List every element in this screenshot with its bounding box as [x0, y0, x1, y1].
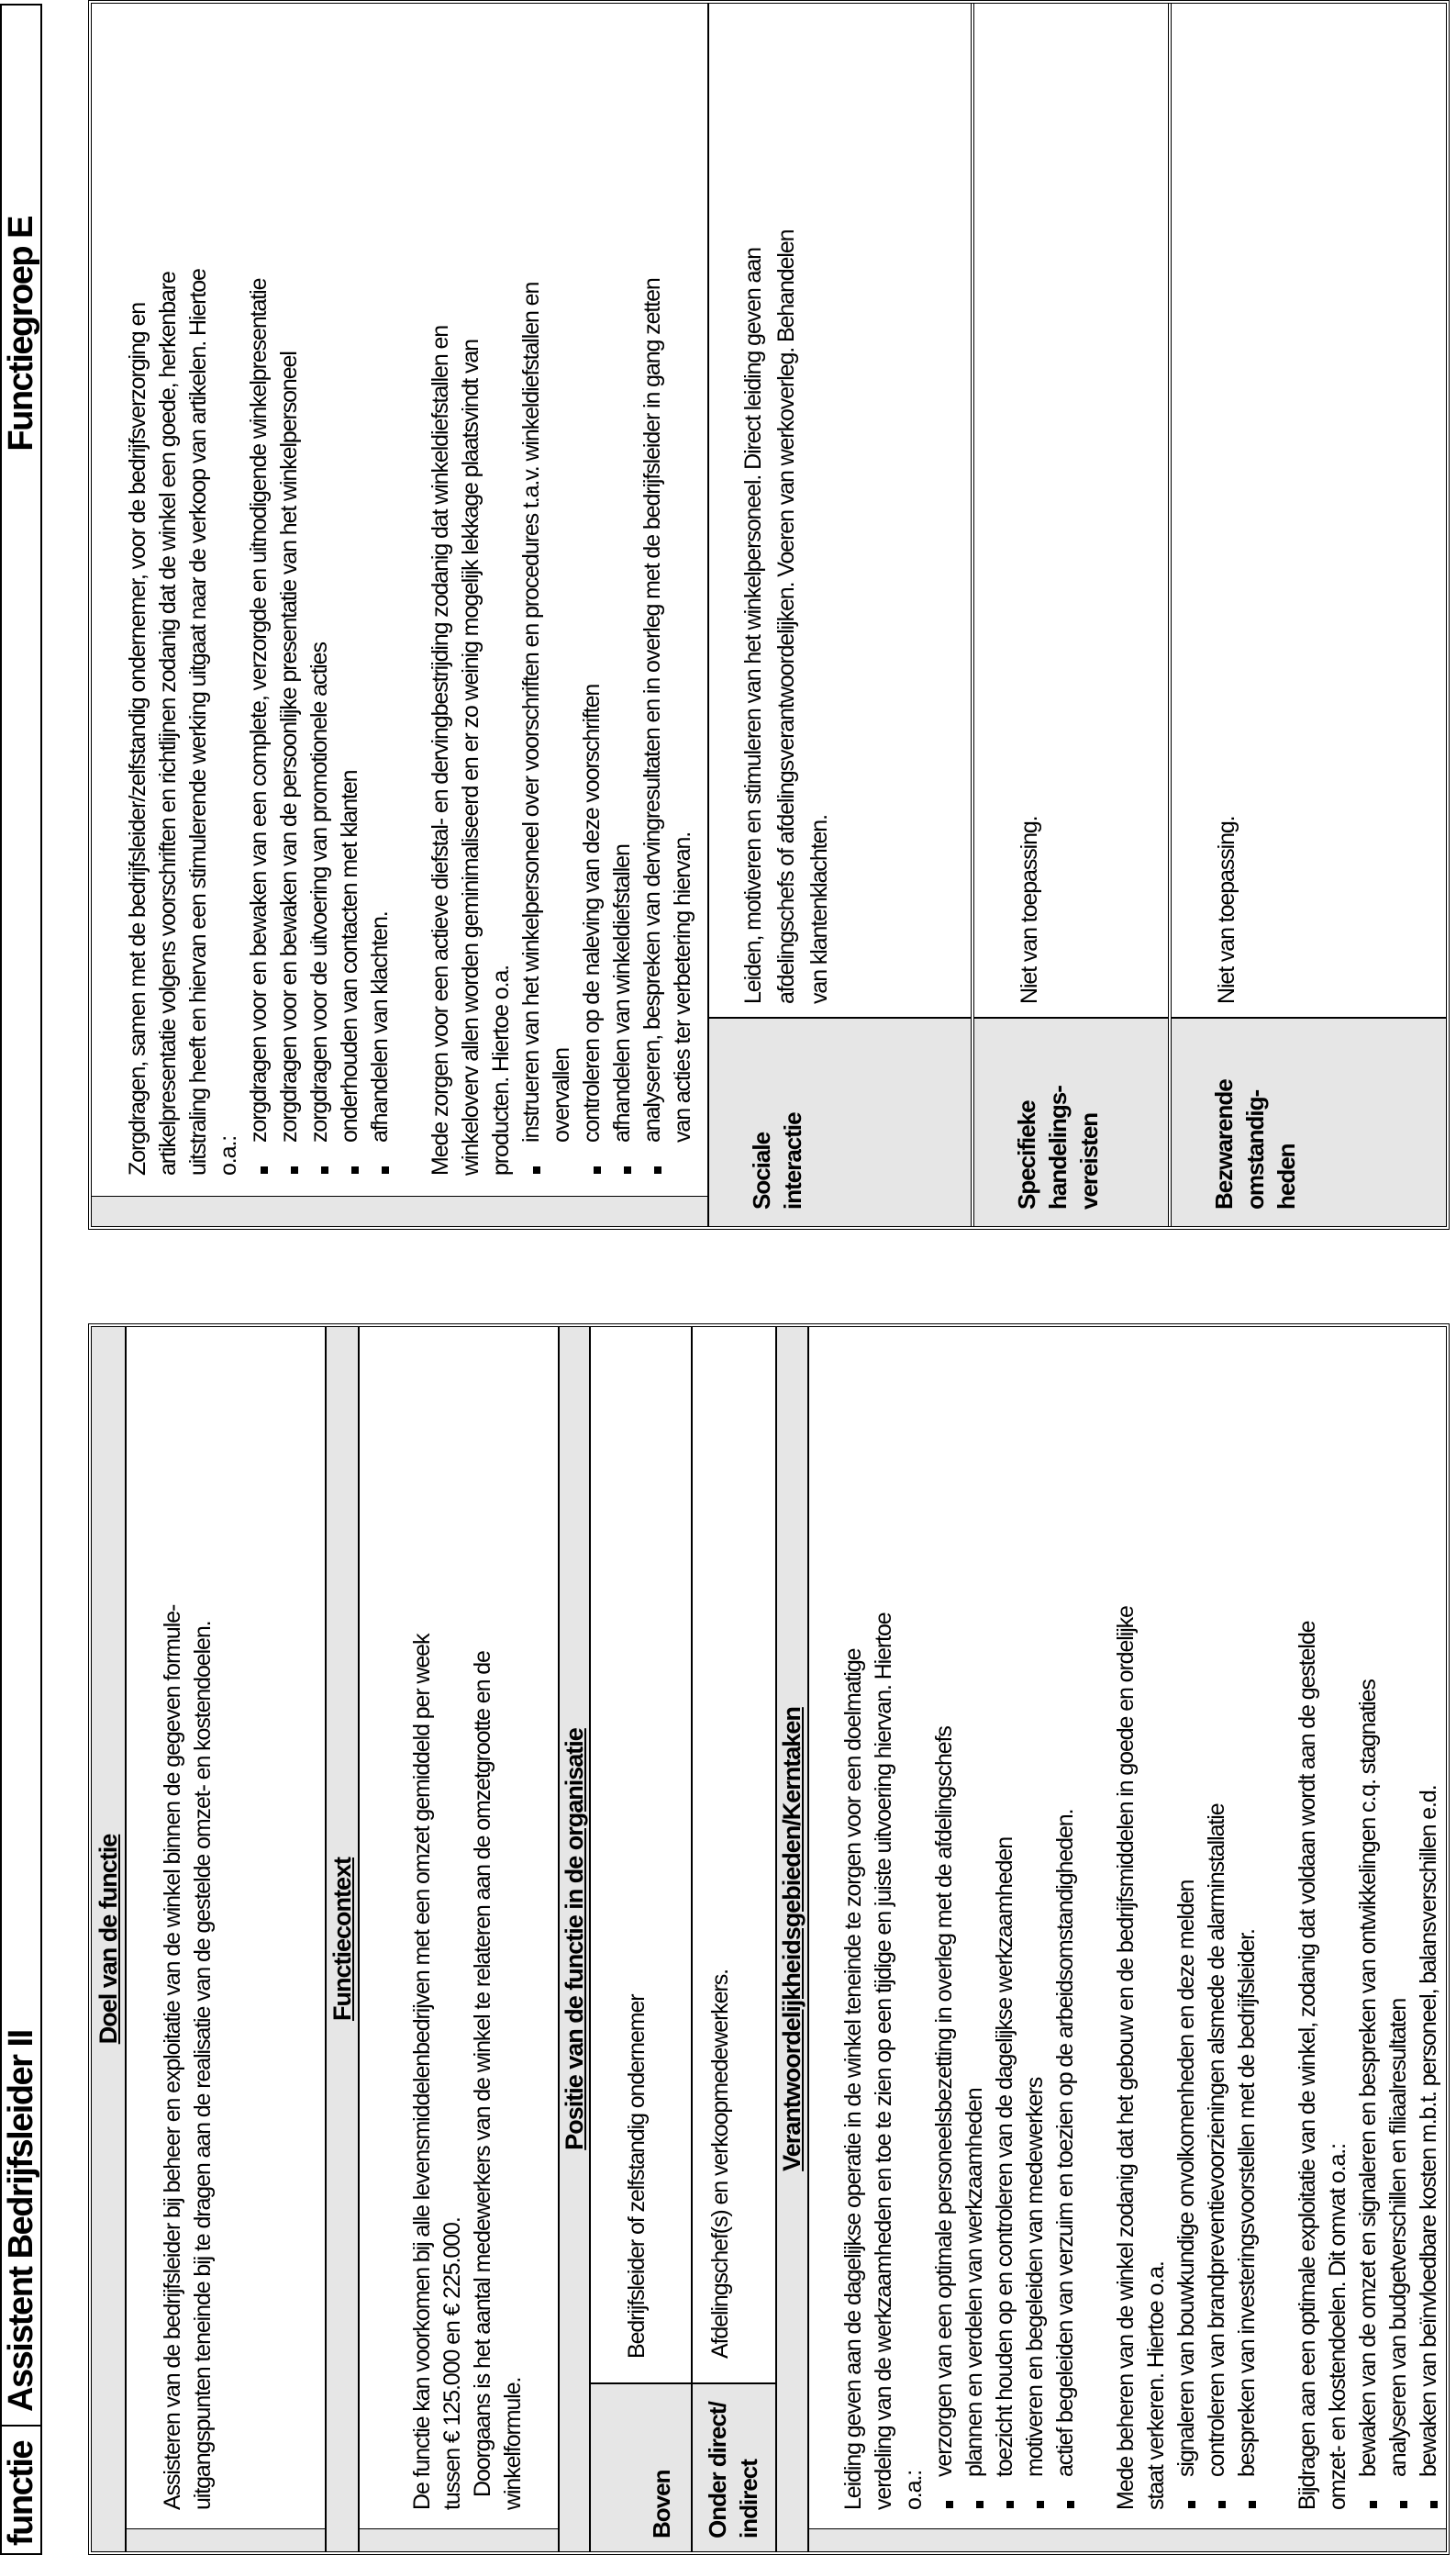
bullet-item: controleren van brandpreventievoorzieningen alsmede de alarminstallatie: [1202, 1327, 1232, 2510]
continuation-content: [92, 4, 707, 1196]
text-line: [395, 4, 426, 1176]
function-group: Functiegroep E: [1, 217, 40, 452]
bullet-item: afhandelen van winkeldiefstallen: [607, 4, 638, 1176]
bullet-item: bewaken van de omzet en signaleren en bespreken van ontwikkelingen c.q. stagnaties: [1353, 1327, 1384, 2510]
context-content: [360, 1327, 558, 2528]
grey-strip: [360, 2528, 558, 2551]
bezwarende-label: Bezwarende omstandig- heden: [1172, 1017, 1446, 1226]
text-line: De functie kan voorkomen bij alle levensmiddelenbedrijven met een omzet gemiddeld per week: [409, 1634, 435, 2510]
grey-strip: [92, 1196, 707, 1226]
text-line: omzet- en kostendoelen. Dit omvat o.a.:: [1325, 2144, 1350, 2510]
left-table: [88, 1323, 1450, 2555]
sociale-content: [709, 4, 971, 1017]
onder-label: Onder direct/ indirect: [693, 2382, 775, 2551]
bullet-item: instrueren van het winkelpersoneel over voorschriften en procedures t.a.v. winkeldiefstallen en: [517, 4, 547, 1176]
text-line: tussen € 125.000 en € 225.000.: [439, 2217, 465, 2510]
text-line: [1081, 1327, 1111, 2510]
text-line: uitstraling heeft en hiervan een stimulerende werking uitgaat naar de verkoop van artikelen. Hiertoe: [185, 269, 211, 1176]
boven-row: [591, 1327, 693, 2551]
grey-strip: [809, 2528, 1446, 2551]
section-heading-doel: [92, 1327, 127, 2551]
text-line: afdelingschefs of afdelingsverantwoordelijken. Voeren van werkoverleg. Behandelen: [773, 229, 799, 1004]
text-line: Leiding geven aan de dagelijkse operatie in de winkel teneinde te zorgen voor een doelmatige: [840, 1648, 866, 2510]
specifieke-content: [974, 4, 1168, 1017]
function-title: Assistent Bedrijfsleider II: [1, 2030, 40, 2412]
functie-label: functie: [2, 2425, 40, 2553]
bullet-item: zorgdragen voor en bewaken van een complete, verzorgde en uitnodigende winkelpresentatie: [244, 4, 274, 1176]
text-line: overvallen: [549, 1048, 574, 1143]
bullet-item: controleren op de naleving van deze voorschriften: [577, 4, 607, 1176]
section-heading-verantw: [777, 1327, 809, 2551]
onder-value: [693, 1327, 775, 2382]
context-row: [360, 1327, 560, 2551]
text-line: Doorgaans is het aantal medewerkers van de winkel te relateren aan de omzetgrootte en de: [470, 1651, 495, 2497]
text-line: Leiden, motiveren en stimuleren van het winkelpersoneel. Direct leiding geven aan: [740, 248, 766, 1004]
header-bar: [0, 4, 42, 2555]
bezwarende-row: [1172, 4, 1446, 1226]
continuation-row: [92, 4, 709, 1226]
heading-text: Functiecontext: [328, 1857, 356, 2022]
bullet-item: motiveren en begeleiden van medewerkers: [1020, 1327, 1050, 2510]
text-line: o.a.:: [901, 2470, 927, 2510]
bullet-item: toezicht houden op en controleren van de dagelijkse werkzaamheden: [990, 1327, 1020, 2510]
doel-row: [127, 1327, 327, 2551]
text-line: Niet van toepassing.: [1017, 816, 1042, 1004]
heading-text: Positie van de functie in de organisatie: [560, 1728, 588, 2150]
bullet-item: onderhouden van contacten met klanten: [335, 4, 365, 1176]
heading-text: Doel van de functie: [94, 1834, 122, 2045]
bezwarende-content: [1172, 4, 1446, 1017]
boven-text: Bedrijfsleider of zelfstandig ondernemer: [624, 1994, 650, 2359]
bullet-item: analyseren van budgetverschillen en filiaalresultaten: [1384, 1327, 1414, 2510]
text-line: staat verkeren. Hiertoe o.a.: [1143, 2261, 1169, 2510]
text-line: winkelformule.: [500, 2377, 526, 2510]
onder-text: Afdelingschef(s) en verkoopmedewerkers.: [707, 1969, 733, 2359]
heading-text: Verantwoordelijkheidsgebieden/Kerntaken: [778, 1707, 806, 2171]
bullet-item: analyseren, bespreken van dervingresultaten en in overleg met de bedrijfsleider in gang zetten: [638, 4, 668, 1176]
specifieke-label: Specifieke handelings- vereisten: [974, 1017, 1168, 1226]
text-line: [1262, 1327, 1293, 2510]
text-line: van klantenklachten.: [806, 815, 832, 1004]
bullet-item: actief begeleiden van verzuim en toezien op de arbeidsomstandigheden.: [1050, 1327, 1081, 2510]
text-line: verdeling van de werkzaamheden en toe te zien op een tijdige en juiste uitvoering hiervan. Hiertoe: [871, 1612, 896, 2510]
text-line: van acties ter verbetering hiervan.: [670, 831, 695, 1143]
specifieke-row: [974, 4, 1172, 1226]
onder-row: [693, 1327, 777, 2551]
text-line: Bijdragen aan een optimale exploitatie van de winkel, zodanig dat voldaan wordt aan de gestelde: [1295, 1621, 1320, 2510]
doel-content: [127, 1327, 325, 2528]
sociale-row: [709, 4, 974, 1226]
section-heading-positie: [560, 1327, 591, 2551]
text-line: Mede beheren van de winkel zodanig dat het gebouw en de bedrijfsmiddelen in goede en ordelijke: [1113, 1606, 1139, 2510]
text-line: Zorgdragen, samen met de bedrijfsleider/zelfstandig ondernemer, voor de bedrijfsverzorging en: [125, 302, 150, 1176]
boven-label: Boven: [591, 2382, 691, 2551]
bullet-item: bespreken van investeringsvoorstellen met de bedrijfsleider.: [1232, 1327, 1262, 2510]
text-line: uitgangspunten teneinde bij te dragen aan de realisatie van de gestelde omzet- en kostendoelen.: [190, 1621, 216, 2510]
sociale-label: Sociale interactie: [709, 1017, 971, 1226]
bullet-item: afhandelen van klachten.: [365, 4, 395, 1176]
grey-strip: [127, 2528, 325, 2551]
text-line: Niet van toepassing.: [1214, 816, 1239, 1004]
bullet-item: zorgdragen voor en bewaken van de persoonlijke presentatie van het winkelpersoneel: [274, 4, 305, 1176]
text-line: artikelpresentatie volgens voorschriften en richtlijnen zodanig dat de winkel een goede, herkenbare: [155, 272, 181, 1176]
section-heading-context: [327, 1327, 360, 2551]
text-line: winkeloverv allen worden geminimaliseerd en er zo weinig mogelijk lekkage plaatsvindt van: [458, 340, 483, 1176]
bullet-item: zorgdragen voor de uitvoering van promotionele acties: [305, 4, 335, 1176]
text-line: producten. Hiertoe o.a.: [488, 965, 514, 1176]
boven-value: [591, 1327, 691, 2382]
right-table: [88, 0, 1450, 1230]
bullet-item: signaleren van bouwkundige onvolkomenheden en deze melden: [1172, 1327, 1202, 2510]
text-line: Assisteren van de bedrijfsleider bij beheer en exploitatie van de winkel binnen de gegeven formule-: [160, 1604, 185, 2510]
bullet-item: plannen en verdelen van werkzaamheden: [960, 1327, 990, 2510]
verantw-content: [809, 1327, 1446, 2528]
text-line: Mede zorgen voor een actieve diefstal- en dervingbestrijding zodanig dat winkeldiefstallen en: [428, 325, 453, 1176]
verantw-row: [809, 1327, 1446, 2551]
text-line: o.a.:: [216, 1135, 241, 1176]
bullet-item: verzorgen van een optimale personeelsbezetting in overleg met de afdelingschefs: [929, 1327, 960, 2510]
bullet-item: bewaken van beïnvloedbare kosten m.b.t. personeel, balansverschillen e.d.: [1414, 1327, 1444, 2510]
